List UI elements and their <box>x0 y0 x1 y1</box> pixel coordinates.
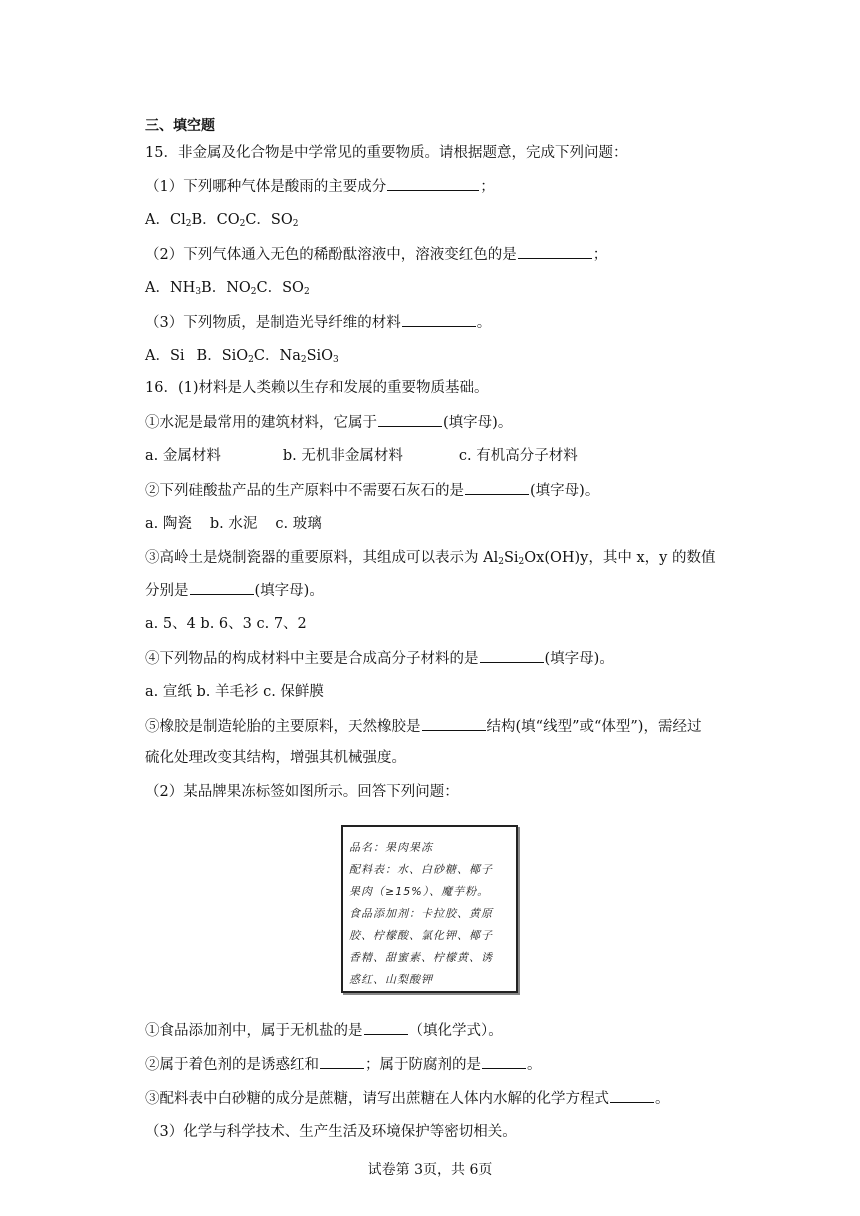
answer-blank <box>518 244 592 259</box>
q16-s5-line2: 硫化处理改变其结构，增强其机械强度。 <box>145 750 406 766</box>
q16-stem: 16．(1)材料是人类赖以生存和发展的重要物质基础。 <box>145 380 489 396</box>
answer-blank <box>387 176 479 191</box>
q16-t2: ②属于着色剂的是诱惑红和 ；属于防腐剂的是 。 <box>145 1054 542 1075</box>
label-line: 配料表：水、白砂糖、椰子 <box>349 863 493 876</box>
answer-blank <box>190 580 254 595</box>
q16-s1: ①水泥是最常用的建筑材料，它属于 (填字母)。 <box>145 412 512 433</box>
label-line: 香精、甜蜜素、柠檬黄、诱 <box>349 951 493 964</box>
label-line: 品名：果肉果冻 <box>349 841 433 854</box>
label-line: 果肉（≥15%）、魔芋粉。 <box>349 885 490 898</box>
answer-blank <box>320 1054 364 1069</box>
q16-s5: ⑤橡胶是制造轮胎的主要原料，天然橡胶是 结构(填“线型”或“体型”)，需经过 <box>145 716 701 737</box>
answer-blank <box>378 412 442 427</box>
section-title: 三、填空题 <box>145 118 215 134</box>
q16-s3: ③高岭土是烧制瓷器的重要原料，其组成可以表示为 $Al_2Si_2Ox(OH)y$，其中 x，y 的数值 <box>145 550 716 567</box>
label-line: 胶、柠檬酸、氯化钾、椰子 <box>349 929 493 942</box>
q16-s1-options: a. 金属材料 b. 无机非金属材料 c. 有机高分子材料 <box>145 448 578 464</box>
label-line: 惑红、山梨酸钾 <box>349 973 433 986</box>
q16-part2: （2）某品牌果冻标签如图所示。回答下列问题： <box>145 784 459 800</box>
q16-s3-line2: 分别是 (填字母)。 <box>145 580 324 601</box>
q15-part1-options: A．$Cl_2B$．$CO_2C$．$SO_2$ <box>145 212 299 229</box>
answer-blank <box>610 1088 654 1103</box>
jelly-label-image <box>341 825 518 993</box>
label-line: 食品添加剂：卡拉胶、黄原 <box>349 907 493 920</box>
answer-blank <box>482 1054 526 1069</box>
q16-s2-options: a. 陶瓷 b. 水泥 c. 玻璃 <box>145 516 322 532</box>
q16-s2: ②下列硅酸盐产品的生产原料中不需要石灰石的是 (填字母)。 <box>145 480 599 501</box>
q15-part3-options: A．Si B．SiO$_2$C．$Na_2SiO_3$ <box>145 348 339 365</box>
q15-stem: 15．非金属及化合物是中学常见的重要物质。请根据题意，完成下列问题： <box>145 145 628 161</box>
answer-blank <box>480 648 544 663</box>
q16-part3: （3）化学与科学技术、生产生活及环境保护等密切相关。 <box>145 1124 517 1140</box>
q16-s3-options: a. 5、4 b. 6、3 c. 7、2 <box>145 616 307 632</box>
answer-blank <box>465 480 529 495</box>
q16-s4: ④下列物品的构成材料中主要是合成高分子材料的是 (填字母)。 <box>145 648 614 669</box>
q15-part1: （1）下列哪种气体是酸雨的主要成分 ； <box>145 176 495 197</box>
q16-s4-options: a. 宣纸 b. 羊毛衫 c. 保鲜膜 <box>145 684 324 700</box>
q16-t1: ①食品添加剂中，属于无机盐的是 （填化学式）。 <box>145 1020 503 1041</box>
q15-part2: （2）下列气体通入无色的稀酚酞溶液中，溶液变红色的是 ； <box>145 244 607 265</box>
page-footer: 试卷第 3页，共 6页 <box>367 1162 493 1178</box>
answer-blank <box>422 716 486 731</box>
q15-part3: （3）下列物质，是制造光导纤维的材料 。 <box>145 312 491 333</box>
answer-blank <box>402 312 476 327</box>
answer-blank <box>364 1020 408 1035</box>
q15-part2-options: A．$NH_3B$．$NO_2C$．$SO_2$ <box>145 280 310 297</box>
q16-t3: ③配料表中白砂糖的成分是蔗糖，请写出蔗糖在人体内水解的化学方程式 。 <box>145 1088 670 1109</box>
